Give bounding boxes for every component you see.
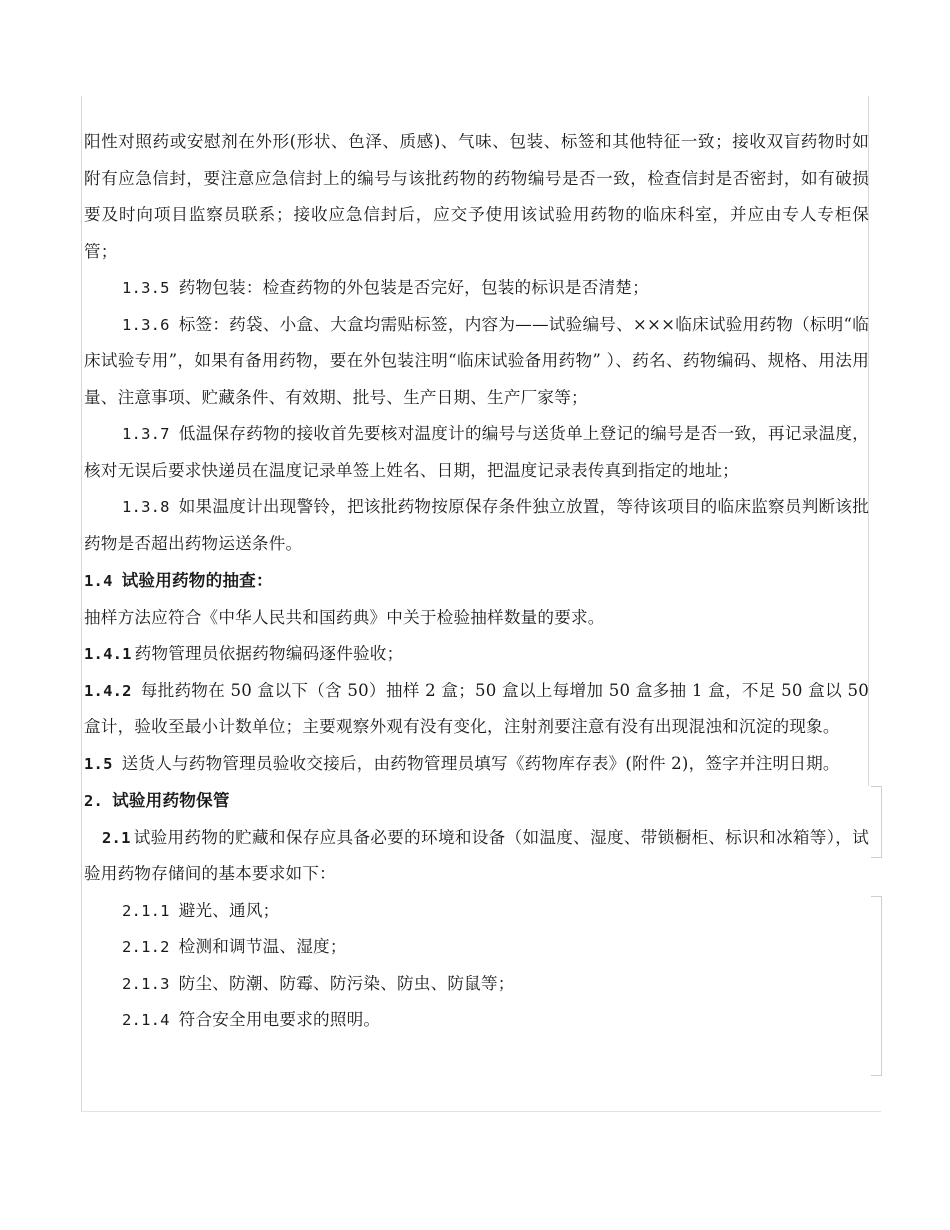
clause-text: 试验用药物的贮藏和保存应具备必要的环境和设备（如温度、湿度、带锁橱柜、标识和冰箱等），试验用药物存储间的基本要求如下： <box>84 827 869 883</box>
paragraph-sampling-method <box>84 600 869 637</box>
clause-2-1-4 <box>84 1002 869 1039</box>
clause-text: 药物管理员依据药物编码逐件验收； <box>134 644 404 663</box>
clause-number: 1.4.1 <box>84 645 132 663</box>
clause-1-4-1 <box>84 636 869 673</box>
margin-bracket <box>871 786 882 858</box>
section-title: 试验用药物保管 <box>112 790 230 810</box>
clause-1-4-2 <box>84 673 869 746</box>
page-border-left <box>81 96 82 1112</box>
clause-text: 标签：药袋、小盒、大盒均需贴标签，内容为——试验编号、×××临床试验用药物（标明“临床试验专用”，如果有备用药物，要在外包装注明“临床试验备用药物” ）、药名、药物编码、规格、用法用量、注意事项、贮藏条件、有效期、批号、生产日期、生产厂家等； <box>84 314 869 407</box>
clause-text: 低温保存药物的接收首先要核对温度计的编号与送货单上登记的编号是否一致，再记录温度，核对无误后要求快递员在温度记录单签上姓名、日期，把温度记录表传真到指定的地址； <box>84 424 869 480</box>
clause-number: 1.4.2 <box>84 681 132 700</box>
clause-number: 2.1 <box>102 828 131 847</box>
clause-number: 2.1.2 <box>122 938 170 956</box>
clause-text: 每批药物在 50 盒以下（含 50）抽样 2 盒；50 盒以上每增加 50 盒多抽 1 盒，不足 50 盒以 50 盒计，验收至最小计数单位；主要观察外观有没有变化，注射剂要注意有没有出现混浊和沉淀的现象。 <box>84 680 869 736</box>
clause-number: 1.3.6 <box>122 315 170 334</box>
clause-text: 符合安全用电要求的照明。 <box>178 1010 381 1029</box>
margin-bracket <box>871 896 882 1076</box>
clause-text: 如果温度计出现警铃，把该批药物按原保存条件独立放置，等待该项目的临床监察员判断该批药物是否超出药物运送条件。 <box>84 497 869 553</box>
clause-2-1 <box>84 820 869 893</box>
section-number: 1.4 <box>84 572 113 590</box>
clause-1-3-5 <box>84 270 869 307</box>
paragraph-continuation <box>84 124 869 270</box>
clause-2-1-2 <box>84 929 869 966</box>
clause-1-3-8 <box>84 489 869 562</box>
clause-text: 药物包装：检查药物的外包装是否完好，包装的标识是否清楚； <box>178 278 649 297</box>
document-body <box>84 124 869 1039</box>
clause-2-1-1 <box>84 893 869 930</box>
clause-number: 2.1.3 <box>122 974 170 993</box>
page-border-bottom <box>81 1111 881 1112</box>
clause-number: 1.3.8 <box>122 498 170 516</box>
section-heading-2 <box>84 782 869 820</box>
clause-number: 1.5 <box>84 754 113 773</box>
clause-1-5 <box>84 746 869 783</box>
clause-number: 1.3.5 <box>122 279 170 297</box>
clause-number: 1.3.7 <box>122 425 170 443</box>
section-title: 试验用药物的抽查： <box>121 570 273 590</box>
section-heading-1-4 <box>84 562 869 600</box>
clause-text: 防尘、防潮、防霉、防污染、防虫、防鼠等； <box>178 973 515 993</box>
clause-text: 检测和调节温、湿度； <box>178 937 347 956</box>
paragraph-text: 抽样方法应符合《中华人民共和国药典》中关于检验抽样数量的要求。 <box>84 607 605 627</box>
clause-1-3-6 <box>84 307 869 417</box>
clause-number: 2.1.1 <box>122 901 170 920</box>
clause-number: 2.1.4 <box>122 1011 170 1029</box>
clause-text: 送货人与药物管理员验收交接后，由药物管理员填写《药物库存表》(附件 2)，签字并注明日期。 <box>121 753 840 773</box>
section-number: 2. <box>84 792 104 810</box>
paragraph-text: 阳性对照药或安慰剂在外形(形状、色泽、质感)、气味、包装、标签和其他特征一致；接收双盲药物时如附有应急信封，要注意应急信封上的编号与该批药物的药物编号是否一致，检查信封是否密封，如有破损要及时向项目监察员联系；接收应急信封后，应交予使用该试验用药物的临床科室，并应由专人专柜保管； <box>84 132 869 261</box>
clause-2-1-3 <box>84 966 869 1003</box>
clause-text: 避光、通风； <box>178 900 280 920</box>
clause-1-3-7 <box>84 416 869 489</box>
